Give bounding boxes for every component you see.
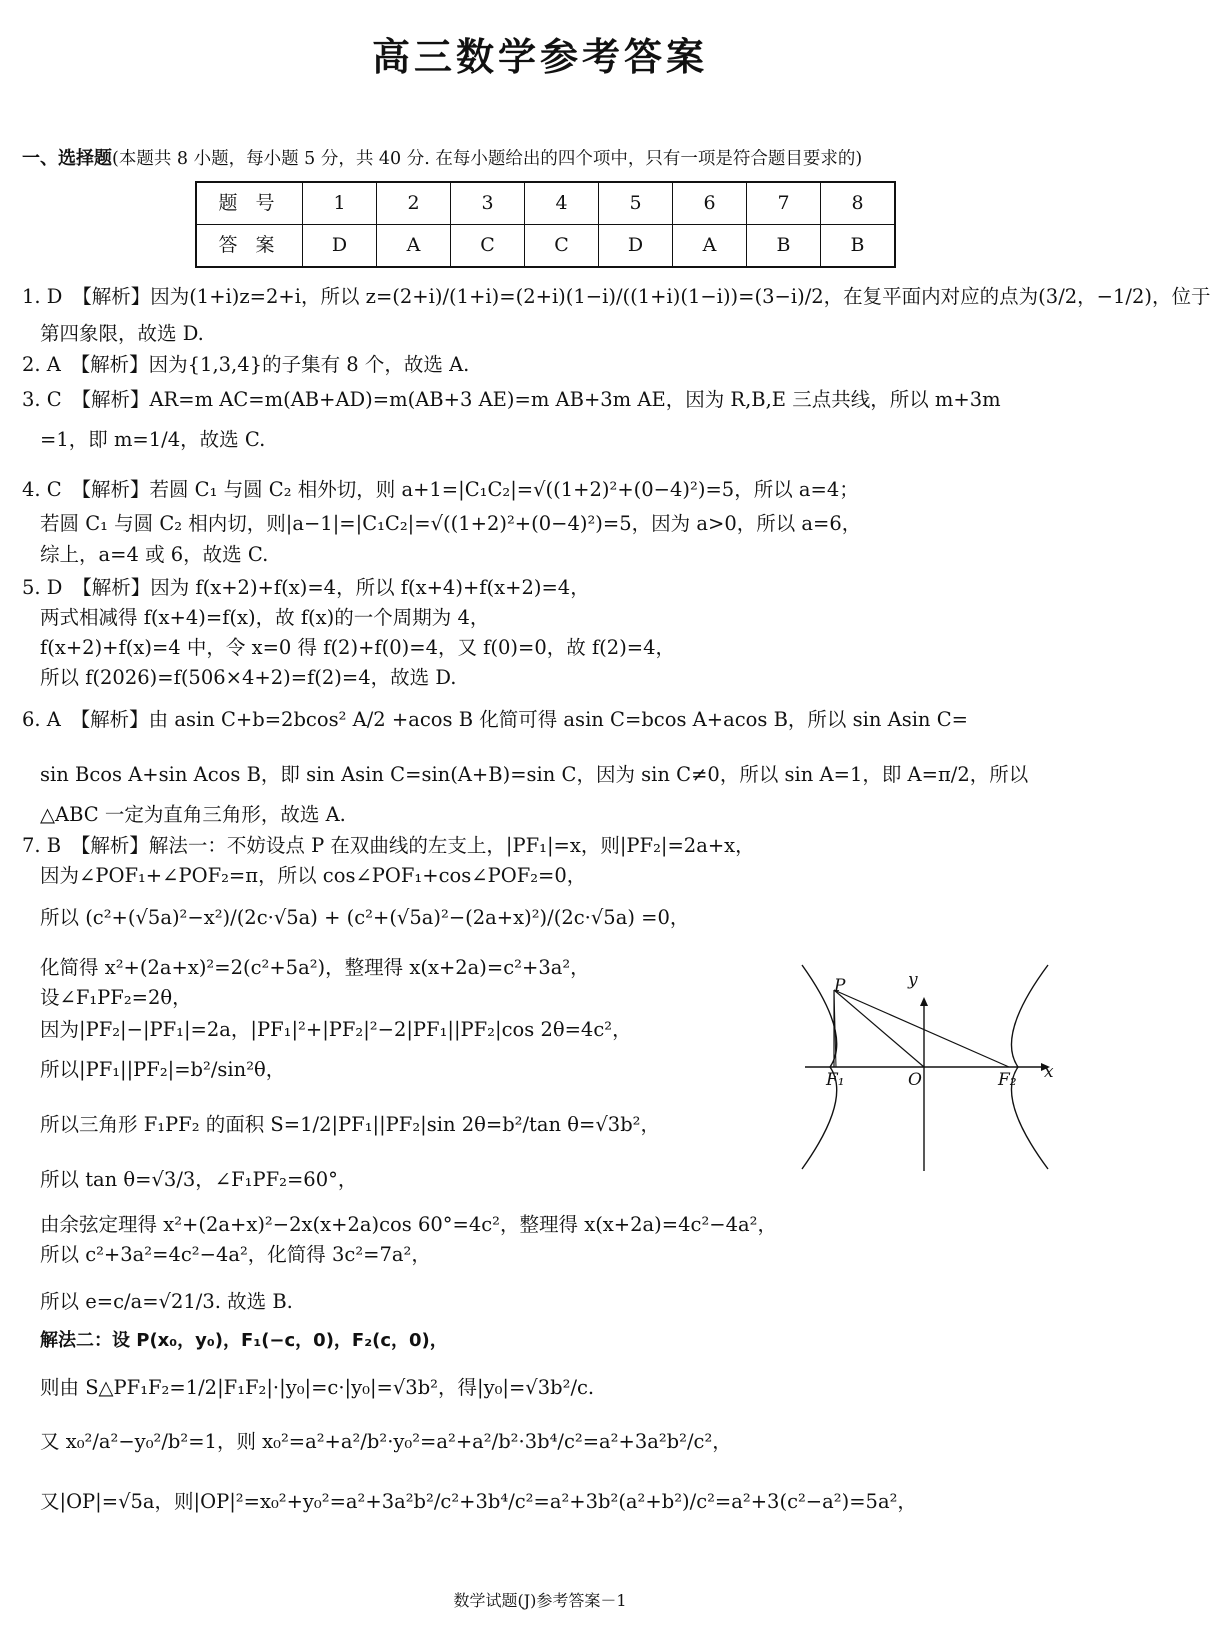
solution-line-q7-14: 则由 S△PF₁F₂=1/2|F₁F₂|·|y₀|=c·|y₀|=√3b²，得|y₀|=√3b²/c. <box>40 1376 595 1399</box>
label-x: x <box>1044 1062 1054 1082</box>
question-number: 7 <box>747 182 821 225</box>
solution-line-q7-12: 所以 e=c/a=√21/3. 故选 B. <box>40 1290 293 1313</box>
solution-line-q7-6: 因为|PF₂|−|PF₁|=2a，|PF₁|²+|PF₂|²−2|PF₁||PF₂|cos 2θ=4c²， <box>40 1018 632 1041</box>
solution-line-q7-9: 所以 tan θ=√3/3，∠F₁PF₂=60°， <box>40 1168 358 1191</box>
label-y: y <box>908 970 918 990</box>
answer-row-header: 答 案 <box>196 225 303 268</box>
number-row <box>196 182 895 225</box>
solution-line-q7-7: 所以|PF₁||PF₂|=b²/sin²θ， <box>40 1058 286 1081</box>
solution-line-q7-4: 化简得 x²+(2a+x)²=2(c²+5a²)，整理得 x(x+2a)=c²+3a²， <box>40 956 590 979</box>
solution-line-q2: 2. A 【解析】因为{1,3,4}的子集有 8 个，故选 A. <box>22 353 470 376</box>
solution-line-q3-cont: =1，即 m=1/4，故选 C. <box>40 428 266 451</box>
answer-row <box>196 225 895 268</box>
solution-line-q7-5: 设∠F₁PF₂=2θ， <box>40 986 192 1009</box>
answer-cell: B <box>747 225 821 268</box>
solution-line-q7-10: 由余弦定理得 x²+(2a+x)²−2x(x+2a)cos 60°=4c²，整理得 x(x+2a)=4c²−4a²， <box>40 1213 777 1236</box>
solution-line-q4: 4. C 【解析】若圆 C₁ 与圆 C₂ 相外切，则 a+1=|C₁C₂|=√((1+2)²+(0−4)²)=5，所以 a=4； <box>22 478 859 501</box>
solution-line-q6: 6. A 【解析】由 asin C+b=2bcos² A/2 +acos B 化简可得 asin C=bcos A+acos B，所以 sin Asin C= <box>22 708 968 731</box>
question-number: 8 <box>821 182 896 225</box>
answer-cell: C <box>451 225 525 268</box>
page-footer: 数学试题(J)参考答案－1 <box>453 1591 627 1610</box>
solution-line-q7: 7. B 【解析】解法一：不妨设点 P 在双曲线的左支上，|PF₁|=x，则|PF₂|=2a+x， <box>22 834 755 857</box>
question-number: 5 <box>599 182 673 225</box>
section-note: (本题共 8 小题，每小题 5 分，共 40 分. 在每小题给出的四个项中，只有一项是符合题目要求的) <box>112 149 863 169</box>
question-number: 2 <box>377 182 451 225</box>
solution-line-q4-cont1: 若圆 C₁ 与圆 C₂ 相内切，则|a−1|=|C₁C₂|=√((1+2)²+(0−4)²)=5，因为 a>0，所以 a=6， <box>40 512 862 535</box>
question-number: 4 <box>525 182 599 225</box>
answer-cell: A <box>377 225 451 268</box>
answer-table <box>195 181 896 268</box>
solution-line-q7-15: 又 x₀²/a²−y₀²/b²=1，则 x₀²=a²+a²/b²·y₀²=a²+a²/b²·3b⁴/c²=a²+3a²b²/c²， <box>40 1430 732 1453</box>
answer-cell: D <box>303 225 377 268</box>
answer-cell: D <box>599 225 673 268</box>
answer-cell: C <box>525 225 599 268</box>
solution-line-q6-cont1: sin Bcos A+sin Acos B，即 sin Asin C=sin(A+B)=sin C，因为 sin C≠0，所以 sin A=1，即 A=π/2，所以 <box>40 763 1029 786</box>
solution-line-q5: 5. D 【解析】因为 f(x+2)+f(x)=4，所以 f(x+4)+f(x+2)=4， <box>22 576 590 599</box>
section-label: 一、选择题 <box>22 148 112 169</box>
label-p: P <box>834 976 846 996</box>
solution-line-q5-cont1: 两式相减得 f(x+4)=f(x)，故 f(x)的一个周期为 4， <box>40 606 490 629</box>
segment-pf2 <box>834 990 1009 1067</box>
number-row-header: 题 号 <box>196 182 303 225</box>
solution-line-q7-method2: 解法二：设 P(x₀，y₀)，F₁(−c，0)，F₂(c，0)， <box>40 1330 448 1351</box>
solution-line-q7-3: 所以 (c²+(√5a)²−x²)/(2c·√5a) + (c²+(√5a)²−(2a+x)²)/(2c·√5a) =0， <box>40 906 690 929</box>
segment-po <box>834 990 924 1067</box>
answer-cell: A <box>673 225 747 268</box>
solution-line-q3: 3. C 【解析】AR=m AC=m(AB+AD)=m(AB+3 AE)=m AB+3m AE，因为 R,B,E 三点共线，所以 m+3m <box>22 388 1001 411</box>
solution-line-q4-cont2: 综上，a=4 或 6，故选 C. <box>40 543 269 566</box>
label-f1: F₁ <box>826 1070 845 1090</box>
solution-line-q6-cont2: △ABC 一定为直角三角形，故选 A. <box>40 803 346 826</box>
y-axis-arrow <box>920 997 928 1006</box>
solution-line-q7-2: 因为∠POF₁+∠POF₂=π，所以 cos∠POF₁+cos∠POF₂=0， <box>40 864 587 887</box>
label-f2: F₂ <box>998 1070 1017 1090</box>
label-o: O <box>908 1070 922 1090</box>
section-header <box>22 150 862 169</box>
solution-line-q7-11: 所以 c²+3a²=4c²−4a²，化简得 3c²=7a²， <box>40 1243 431 1266</box>
solution-line-q5-cont2: f(x+2)+f(x)=4 中，令 x=0 得 f(2)+f(0)=4，又 f(0)=0，故 f(2)=4， <box>40 636 676 659</box>
page-title: 高三数学参考答案 <box>371 35 708 79</box>
solution-line-q7-16: 又|OP|=√5a，则|OP|²=x₀²+y₀²=a²+3a²b²/c²+3b⁴/c²=a²+3b²(a²+b²)/c²=a²+3(c²−a²)=5a²， <box>40 1490 917 1513</box>
question-number: 3 <box>451 182 525 225</box>
solution-line-q1: 1. D 【解析】因为(1+i)z=2+i，所以 z=(2+i)/(1+i)=(2+i)(1−i)/((1+i)(1−i))=(3−i)/2，在复平面内对应的点为(3/2，−1/2)，位于 <box>22 285 1211 308</box>
solution-line-q7-8: 所以三角形 F₁PF₂ 的面积 S=1/2|PF₁||PF₂|sin 2θ=b²/tan θ=√3b²， <box>40 1113 660 1136</box>
solution-line-q5-cont3: 所以 f(2026)=f(506×4+2)=f(2)=4，故选 D. <box>40 666 457 689</box>
solution-line-q1-cont: 第四象限，故选 D. <box>40 322 204 345</box>
answer-cell: B <box>821 225 896 268</box>
question-number: 6 <box>673 182 747 225</box>
question-number: 1 <box>303 182 377 225</box>
